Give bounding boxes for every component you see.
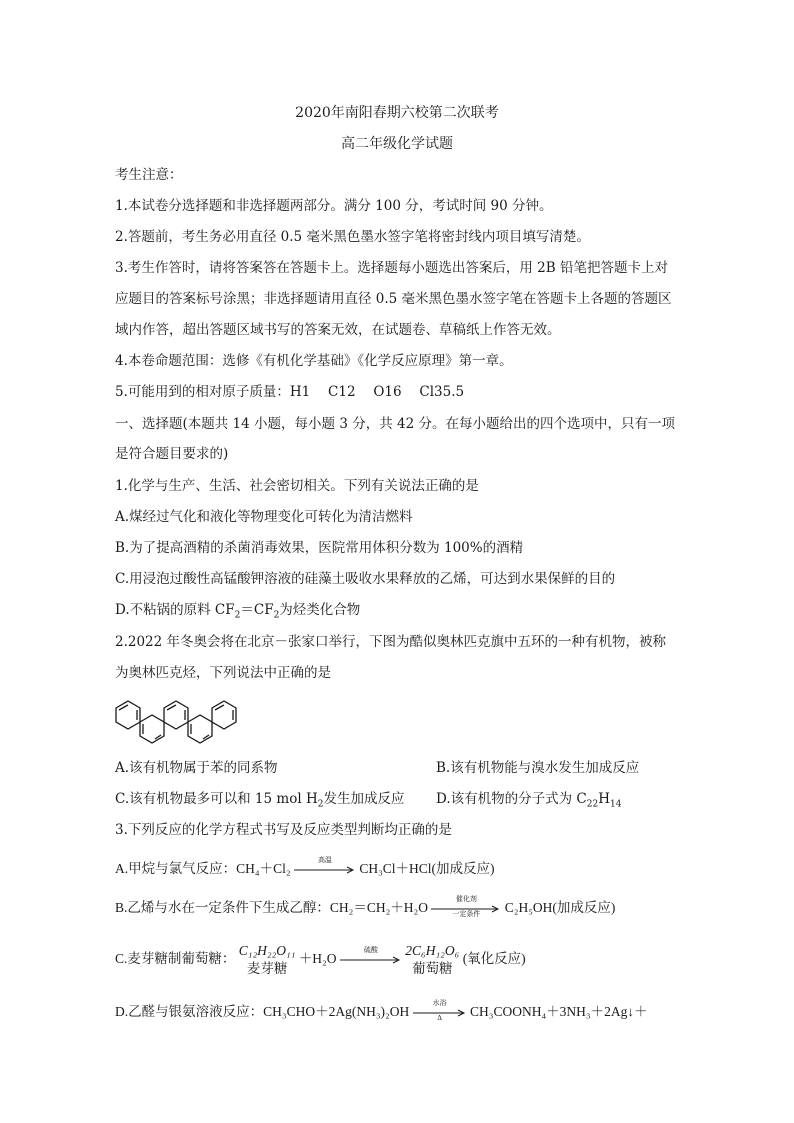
question-3-stem: 3.下列反应的化学方程式书写及反应类型判断均正确的是 bbox=[115, 822, 452, 838]
question-1-option-a: A.煤经过气化和液化等物理变化可转化为清洁燃料 bbox=[115, 509, 413, 525]
q1-d-suffix: 为烃类化合物 bbox=[279, 602, 361, 618]
q2-d-sub1: 22 bbox=[586, 799, 599, 810]
question-1-option-b: B.为了提高酒精的杀菌消毒效果，医院常用体积分数为 100%的酒精 bbox=[115, 540, 524, 556]
question-2-option-a: A.该有机物属于苯的同系物 bbox=[115, 760, 278, 776]
question-1-option-d bbox=[115, 601, 360, 619]
q3-a-prefix: A.甲烷与氯气反应：CH bbox=[115, 861, 255, 876]
exam-subtitle: 高二年级化学试题 bbox=[341, 136, 453, 152]
question-2-option-c bbox=[115, 790, 404, 808]
olympic-hydrocarbon-structure bbox=[110, 690, 250, 752]
question-3-option-b bbox=[115, 894, 616, 918]
arrow-b-condition-top: 催化剂 bbox=[455, 894, 477, 903]
arrow-d-condition-top: 水浴 bbox=[432, 998, 447, 1007]
question-2-stem: 2.2022 年冬奥会将在北京－张家口举行，下图为酷似奥林匹克旗中五环的一种有机物，被称 bbox=[115, 634, 667, 650]
arrow-a-condition: 高温 bbox=[317, 855, 332, 864]
q3-d-prefix: D.乙醛与银氨溶液反应：CH₃CHO＋2Ag(NH₃)₂OH bbox=[115, 1004, 410, 1019]
question-1-stem: 1.化学与生产、生活、社会密切相关。下列有关说法正确的是 bbox=[115, 478, 479, 494]
q3-a-product: CH₃Cl＋HCl(加成反应) bbox=[359, 861, 495, 876]
notice-item-2: 2.答题前，考生务必用直径 0.5 毫米黑色墨水签字笔将密封线内项目填写清楚。 bbox=[115, 229, 590, 245]
question-2-option-d bbox=[436, 790, 621, 808]
question-2-stem-cont: 为奥林匹克烃，下列说法中正确的是 bbox=[115, 665, 331, 681]
q3-c-water: ＋H₂O bbox=[298, 951, 337, 967]
q2-d-prefix: D.该有机物的分子式为 C bbox=[436, 791, 587, 807]
glucose-molecular-formula: 2C₆H₁₂O₆ bbox=[405, 943, 460, 958]
notice-item-3-cont2: 域内作答，超出答题区域书写的答案无效，在试题卷、草稿纸上作答无效。 bbox=[115, 322, 561, 338]
q2-c-prefix: C.该有机物最多可以和 15 mol H bbox=[115, 791, 318, 807]
q1-d-mid: ＝CF bbox=[240, 602, 274, 618]
question-3-option-c bbox=[115, 942, 526, 978]
q2-c-suffix: 发生加成反应 bbox=[323, 791, 405, 807]
arrow-d-condition-bottom: Δ bbox=[437, 1013, 442, 1022]
maltose-name: 麦芽糖 bbox=[246, 961, 288, 976]
question-3-option-d bbox=[115, 998, 648, 1022]
question-2-option-b: B.该有机物能与溴水发生加成反应 bbox=[436, 760, 640, 776]
notice-item-1: 1.本试卷分选择题和非选择题两部分。满分 100 分，考试时间 90 分钟。 bbox=[115, 198, 553, 214]
notice-item-4: 4.本卷命题范围：选修《有机化学基础》《化学反应原理》第一章。 bbox=[115, 353, 513, 369]
arrow-c-condition: 硫酸 bbox=[363, 946, 378, 954]
q1-d-sub: 2 bbox=[234, 610, 241, 621]
question-1-option-c: C.用浸泡过酸性高锰酸钾溶液的硅藻土吸收水果释放的乙烯，可达到水果保鲜的目的 bbox=[115, 571, 616, 587]
exam-title: 2020年南阳春期六校第二次联考 bbox=[295, 105, 499, 121]
glucose-formula bbox=[405, 942, 459, 978]
reaction-arrow-c bbox=[340, 946, 402, 965]
notice-item-3: 3.考生作答时，请将答案答在答题卡上。选择题每小题选出答案后，用 2B 铅笔把答题卡上对 bbox=[115, 260, 668, 276]
section-heading-cont: 是符合题目要求的) bbox=[115, 446, 229, 462]
glucose-name: 葡萄糖 bbox=[412, 961, 453, 976]
reaction-arrow-d bbox=[413, 998, 467, 1022]
q3-b-product: C₂H₅OH(加成反应) bbox=[504, 900, 616, 915]
q2-d-sub2: 14 bbox=[610, 799, 622, 810]
q2-d-h: H bbox=[598, 791, 610, 807]
q1-d-prefix: D.不粘锅的原料 CF bbox=[115, 602, 235, 618]
reaction-arrow-a bbox=[294, 855, 356, 875]
maltose-molecular-formula: C₁₂H₂₂O₁₁ bbox=[238, 943, 296, 958]
q3-d-product: CH₃COONH₄＋3NH₃＋2Ag↓＋ bbox=[470, 1004, 648, 1019]
notice-item-3-cont: 应题目的答案标号涂黑；非选择题请用直径 0.5 毫米黑色墨水签字笔在答题卡上各题的答题区 bbox=[115, 291, 672, 307]
reaction-arrow-b bbox=[431, 894, 501, 918]
q3-a-mid: ₄＋Cl₂ bbox=[254, 861, 291, 876]
section-heading: 一、选择题(本题共 14 小题，每小题 3 分，共 42 分。在每小题给出的四个选项中，只有一项 bbox=[115, 416, 675, 432]
q2-c-sub: 2 bbox=[317, 799, 324, 810]
notice-heading: 考生注意： bbox=[115, 167, 183, 183]
question-3-option-a bbox=[115, 855, 495, 878]
arrow-b-condition-bottom: 一定条件 bbox=[452, 909, 481, 918]
maltose-formula bbox=[239, 942, 296, 978]
q3-c-prefix: C.麦芽糖制葡萄糖： bbox=[115, 951, 236, 967]
q1-d-sub-2: 2 bbox=[273, 610, 280, 621]
q3-c-reaction-type: (氧化反应) bbox=[462, 951, 526, 967]
q3-b-prefix: B.乙烯与水在一定条件下生成乙醇：CH₂＝CH₂＋H₂O bbox=[115, 900, 429, 915]
notice-item-5: 5.可能用到的相对原子质量：H1 C12 O16 Cl35.5 bbox=[115, 384, 465, 400]
